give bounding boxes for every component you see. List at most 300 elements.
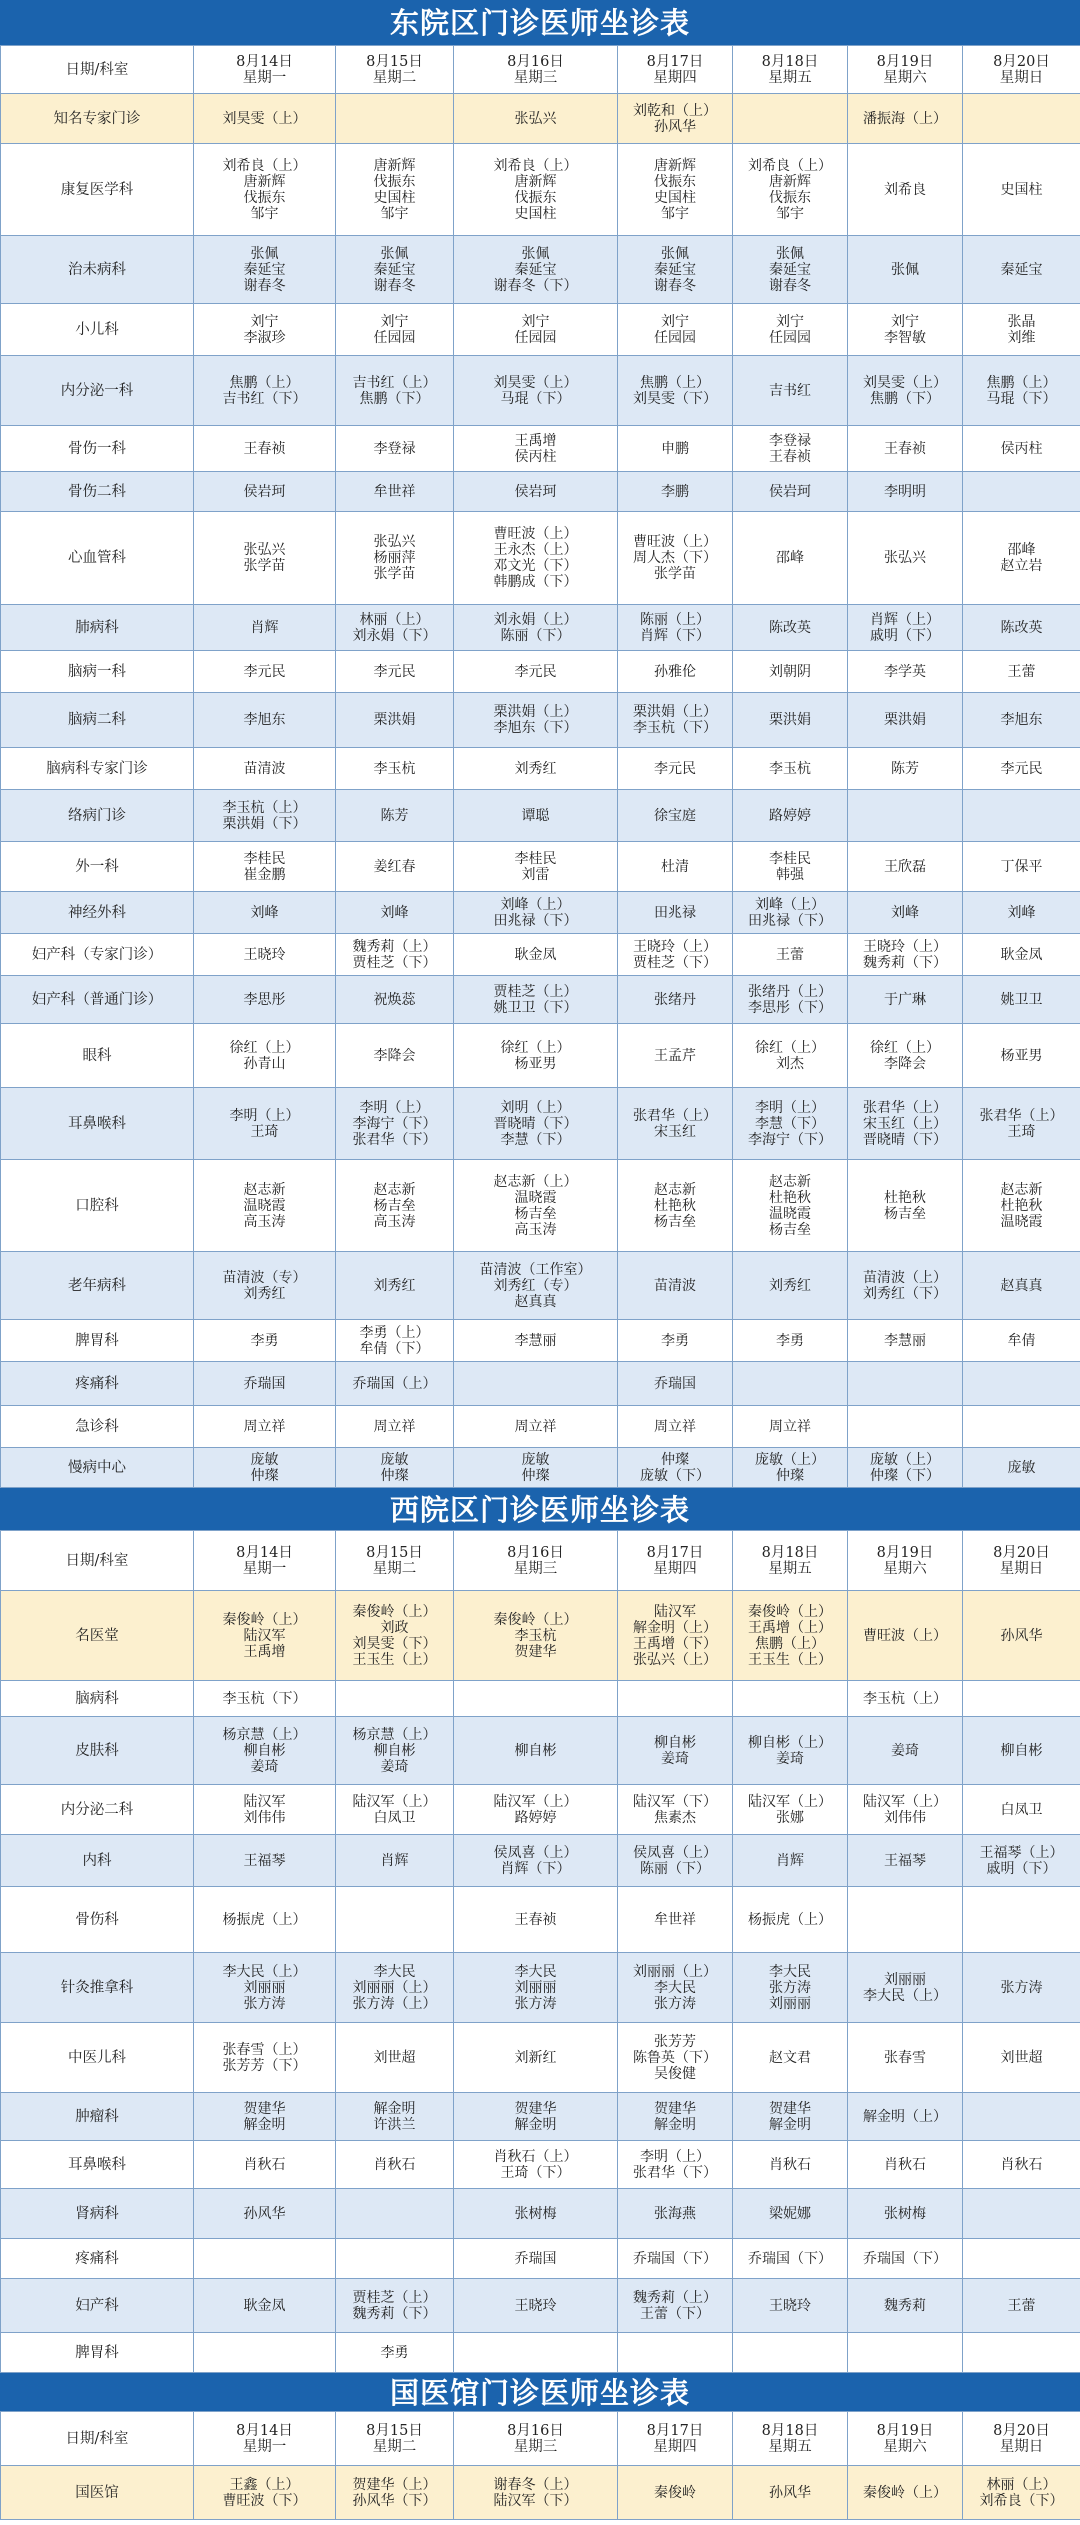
table-row	[1, 2333, 1080, 2373]
schedule-cell	[733, 693, 848, 748]
schedule-cell	[618, 2189, 733, 2239]
schedule-cell	[336, 356, 454, 426]
schedule-cell	[454, 605, 618, 651]
doctor-name: 焦鹏（上）	[640, 374, 710, 391]
schedule-cell	[454, 2466, 618, 2520]
schedule-cell	[963, 1160, 1080, 1252]
schedule-cell	[733, 2466, 848, 2520]
doctor-name: 贺建华	[514, 2100, 557, 2117]
doctor-name: 宋玉红（上）	[863, 1115, 947, 1132]
doctor-name: 王晓玲	[243, 946, 286, 963]
doctor-name: 李海宁（下）	[352, 1115, 437, 1132]
schedule-cell	[194, 651, 336, 693]
doctor-name: 苗清波（工作室）	[479, 1261, 592, 1278]
doctor-name: 牟倩（下）	[359, 1340, 430, 1357]
day-header	[618, 46, 733, 94]
doctor-name: 陆汉军（上）	[863, 1793, 947, 1810]
doctor-name: 李元民	[373, 663, 416, 680]
schedule-cell	[336, 1406, 454, 1448]
doctor-name: 王禹增	[243, 1643, 286, 1660]
doctor-name: 姚卫卫	[1000, 991, 1043, 1008]
doctor-name: 贾桂芝（上）	[493, 983, 578, 1000]
doctor-name: 周立祥	[373, 1418, 416, 1435]
doctor-name: 肖辉（下）	[500, 1860, 571, 1877]
department-name: 疼痛科	[1, 1362, 194, 1406]
schedule-cell	[454, 2141, 618, 2189]
schedule-cell	[963, 1252, 1080, 1320]
doctor-name: 张芳芳（下）	[222, 2057, 307, 2074]
doctor-name: 谢春冬	[769, 277, 811, 294]
schedule-cell	[336, 605, 454, 651]
department-name: 治未病科	[1, 236, 194, 304]
doctor-name: 庞敏（上）	[755, 1451, 825, 1468]
schedule-cell	[454, 2279, 618, 2333]
schedule-cell	[194, 1088, 336, 1160]
header-label: 日期/科室	[1, 2412, 194, 2466]
doctor-name: 刘杰	[776, 1055, 804, 1072]
table-row	[1, 356, 1080, 426]
doctor-name: 赵志新	[243, 1181, 286, 1198]
schedule-cell	[194, 94, 336, 144]
doctor-name: 刘昊雯（下）	[633, 390, 717, 407]
doctor-name: 陈芳	[380, 807, 409, 824]
doctor-name: 牟世祥	[373, 483, 416, 500]
doctor-name: 徐红（上）	[500, 1039, 571, 1056]
schedule-cell	[454, 1160, 618, 1252]
doctor-name: 温晓霞	[769, 1205, 811, 1222]
doctor-name: 李旭东	[243, 712, 286, 728]
doctor-name: 侯凤喜（上）	[633, 1844, 717, 1861]
doctor-name: 李元民	[514, 663, 557, 680]
schedule-cell	[336, 934, 454, 976]
schedule-cell	[194, 1406, 336, 1448]
doctor-name: 陈丽（上）	[640, 611, 710, 628]
day-date: 8月17日	[646, 1544, 704, 1561]
doctor-name: 徐宝庭	[654, 807, 696, 824]
doctor-name: 仲璨	[380, 1467, 409, 1484]
doctor-name: 秦延宝	[654, 261, 696, 278]
day-date: 8月14日	[236, 1544, 293, 1561]
day-weekday: 星期二	[372, 1560, 417, 1577]
schedule-cell	[963, 1887, 1080, 1953]
schedule-cell	[194, 426, 336, 472]
schedule-cell	[618, 976, 733, 1024]
doctor-name: 刘昊雯（上）	[222, 110, 307, 127]
day-header	[336, 2412, 454, 2466]
doctor-name: 刘秀红（下）	[863, 1285, 947, 1302]
schedule-cell	[963, 1320, 1080, 1362]
doctor-name: 周人杰（下）	[633, 550, 717, 566]
doctor-name: 刘希良（上）	[222, 157, 307, 174]
department-name: 脑病科专家门诊	[1, 748, 194, 790]
schedule-cell	[848, 94, 963, 144]
doctor-name: 秦延宝	[514, 261, 557, 278]
doctor-name: 柳自彬	[243, 1742, 286, 1759]
doctor-name: 柳自彬	[654, 1734, 696, 1751]
schedule-cell	[454, 236, 618, 304]
doctor-name: 丁保平	[1000, 858, 1043, 875]
doctor-name: 贾桂芝（上）	[352, 2289, 437, 2306]
schedule-table-gyg	[0, 2411, 1080, 2520]
doctor-name: 刘峰（上）	[500, 896, 571, 913]
doctor-name: 李玉杭	[373, 760, 416, 777]
schedule-cell	[194, 1681, 336, 1717]
doctor-name: 乔瑞国（下）	[633, 2250, 717, 2267]
doctor-name: 徐红（上）	[755, 1039, 825, 1056]
department-name: 肿瘤科	[1, 2093, 194, 2141]
doctor-name: 魏秀莉（上）	[633, 2289, 717, 2306]
schedule-cell	[336, 1835, 454, 1887]
doctor-name: 乔瑞国（下）	[748, 2250, 832, 2267]
table-row	[1, 1448, 1080, 1488]
table-row	[1, 2189, 1080, 2239]
doctor-name: 伐振东	[243, 189, 286, 206]
doctor-name: 赵志新（上）	[493, 1173, 578, 1190]
schedule-cell	[848, 512, 963, 605]
schedule-cell	[194, 1252, 336, 1320]
doctor-name: 刘宁	[661, 313, 689, 330]
schedule-cell	[336, 144, 454, 236]
doctor-name: 李玉杭	[514, 1627, 557, 1644]
doctor-name: 李玉杭（下）	[222, 1690, 307, 1707]
schedule-cell	[194, 2141, 336, 2189]
schedule-cell	[848, 1717, 963, 1785]
day-weekday: 星期二	[372, 69, 417, 86]
schedule-cell	[848, 144, 963, 236]
table-row	[1, 2466, 1080, 2520]
doctor-name: 肖辉	[380, 1852, 409, 1869]
doctor-name: 吉书红（上）	[352, 374, 437, 391]
day-header	[848, 46, 963, 94]
schedule-cell	[848, 472, 963, 512]
tbody-gyg	[1, 2412, 1080, 2520]
doctor-name: 温晓霞	[514, 1189, 557, 1206]
doctor-name: 杨亚男	[514, 1055, 557, 1072]
doctor-name: 肖秋石	[373, 2156, 416, 2173]
department-name: 针灸推拿科	[1, 1953, 194, 2023]
doctor-name: 柳自彬	[514, 1742, 557, 1759]
doctor-name: 唐新辉	[373, 157, 416, 174]
department-name: 肺病科	[1, 605, 194, 651]
doctor-name: 戚明（下）	[986, 1860, 1057, 1877]
schedule-cell	[454, 1024, 618, 1088]
doctor-name: 李思彤	[243, 991, 286, 1008]
doctor-name: 李思彤（下）	[748, 999, 832, 1016]
doctor-name: 魏秀莉（上）	[352, 938, 437, 955]
table-row	[1, 1835, 1080, 1887]
doctor-name: 赵真真	[514, 1293, 557, 1310]
schedule-cell	[194, 356, 336, 426]
schedule-cell	[963, 426, 1080, 472]
schedule-cell	[336, 512, 454, 605]
doctor-name: 李慧（下）	[755, 1115, 825, 1132]
schedule-cell	[454, 842, 618, 892]
department-name: 内科	[1, 1835, 194, 1887]
doctor-name: 仲璨	[250, 1467, 279, 1484]
doctor-name: 刘丽丽	[769, 1995, 811, 2012]
doctor-name: 韩鹏成（下）	[493, 574, 578, 590]
day-header	[963, 1531, 1080, 1591]
schedule-cell	[618, 2023, 733, 2093]
schedule-cell	[454, 356, 618, 426]
doctor-name: 史国柱	[654, 189, 696, 206]
doctor-name: 张方涛	[1000, 1979, 1043, 1996]
schedule-cell	[336, 1681, 454, 1717]
schedule-cell	[618, 94, 733, 144]
schedule-cell	[848, 2189, 963, 2239]
doctor-name: 解金明	[769, 2116, 811, 2133]
doctor-name: 杨吉垒	[654, 1213, 696, 1230]
doctor-name: 孙风华	[1000, 1627, 1043, 1644]
schedule-cell	[733, 2333, 848, 2373]
schedule-cell	[848, 2333, 963, 2373]
schedule-cell	[618, 1160, 733, 1252]
doctor-name: 吉书红	[769, 382, 811, 399]
schedule-cell	[733, 1681, 848, 1717]
department-name: 脑病二科	[1, 693, 194, 748]
schedule-cell	[618, 472, 733, 512]
doctor-name: 苗清波（上）	[863, 1269, 947, 1286]
doctor-name: 刘峰	[380, 904, 409, 921]
doctor-name: 张方涛（上）	[352, 1995, 437, 2012]
schedule-cell	[733, 605, 848, 651]
doctor-name: 赵志新	[373, 1181, 416, 1198]
doctor-name: 张佩	[380, 245, 409, 262]
doctor-name: 李勇	[380, 2344, 409, 2361]
doctor-name: 仲璨	[776, 1467, 804, 1484]
table-row	[1, 472, 1080, 512]
schedule-cell	[194, 1591, 336, 1681]
doctor-name: 李大民（上）	[863, 1987, 947, 2004]
doctor-name: 任园园	[769, 329, 811, 346]
doctor-name: 张春雪（上）	[222, 2041, 307, 2058]
doctor-name: 杜艳秋	[1000, 1197, 1043, 1214]
doctor-name: 贺建华	[514, 1643, 557, 1660]
doctor-name: 苗清波（专）	[222, 1269, 307, 1286]
doctor-name: 陆汉军（上）	[352, 1793, 437, 1810]
schedule-cell	[733, 1406, 848, 1448]
doctor-name: 杜艳秋	[884, 1189, 926, 1206]
schedule-cell	[618, 1406, 733, 1448]
doctor-name: 刘明（上）	[500, 1099, 571, 1116]
schedule-cell	[336, 304, 454, 356]
schedule-cell	[733, 1717, 848, 1785]
schedule-cell	[194, 304, 336, 356]
schedule-cell	[618, 605, 733, 651]
table-row	[1, 2141, 1080, 2189]
schedule-cell	[194, 1362, 336, 1406]
schedule-cell	[733, 1887, 848, 1953]
doctor-name: 张学苗	[373, 566, 416, 582]
doctor-name: 杨京慧（上）	[352, 1726, 437, 1743]
doctor-name: 刘昊雯（下）	[352, 1635, 437, 1652]
day-date: 8月16日	[507, 2422, 564, 2439]
department-name: 妇产科	[1, 2279, 194, 2333]
doctor-name: 谢春冬（上）	[493, 2476, 578, 2493]
doctor-name: 贺建华	[243, 2100, 286, 2117]
doctor-name: 庞敏	[521, 1451, 550, 1468]
section-title-gyg: 国医馆门诊医师坐诊表	[0, 2373, 1080, 2411]
doctor-name: 王永杰（上）	[493, 542, 578, 558]
schedule-cell	[336, 1591, 454, 1681]
schedule-cell	[848, 1406, 963, 1448]
department-name: 眼科	[1, 1024, 194, 1088]
day-header	[618, 1531, 733, 1591]
doctor-name: 唐新辉	[243, 173, 286, 190]
doctor-name: 宋玉红	[654, 1123, 696, 1140]
schedule-cell	[336, 1953, 454, 2023]
doctor-name: 王福琴（上）	[979, 1844, 1064, 1861]
doctor-name: 庞敏	[1007, 1459, 1036, 1476]
schedule-cell	[336, 1362, 454, 1406]
table-row	[1, 1785, 1080, 1835]
doctor-name: 孙风华	[654, 118, 696, 135]
schedule-cell	[194, 2333, 336, 2373]
doctor-name: 王鑫（上）	[229, 2476, 300, 2493]
schedule-cell	[733, 1835, 848, 1887]
schedule-cell	[336, 1785, 454, 1835]
schedule-cell	[454, 94, 618, 144]
schedule-cell	[194, 790, 336, 842]
schedule-cell	[733, 1320, 848, 1362]
doctor-name: 杨亚男	[1000, 1047, 1043, 1064]
schedule-cell	[848, 304, 963, 356]
doctor-name: 庞敏（下）	[640, 1467, 710, 1484]
day-header	[194, 2412, 336, 2466]
schedule-cell	[848, 1160, 963, 1252]
doctor-name: 张佩	[891, 261, 919, 278]
doctor-name: 唐新辉	[769, 173, 811, 190]
doctor-name: 杨吉垒	[514, 1205, 557, 1222]
header-row	[1, 2412, 1080, 2466]
doctor-name: 杨吉垒	[769, 1221, 811, 1238]
day-date: 8月20日	[993, 53, 1050, 70]
department-name: 康复医学科	[1, 144, 194, 236]
doctor-name: 李元民	[243, 663, 286, 680]
schedule-cell	[733, 236, 848, 304]
doctor-name: 田兆禄（下）	[748, 912, 832, 929]
doctor-name: 高玉涛	[514, 1221, 557, 1238]
table-row	[1, 1591, 1080, 1681]
doctor-name: 王欣磊	[884, 858, 926, 875]
day-header	[733, 2412, 848, 2466]
schedule-cell	[454, 2239, 618, 2279]
schedule-cell	[336, 1717, 454, 1785]
schedule-cell	[336, 651, 454, 693]
doctor-name: 曹旺波（下）	[222, 2492, 307, 2509]
schedule-cell	[733, 748, 848, 790]
schedule-cell	[733, 934, 848, 976]
schedule-cell	[194, 842, 336, 892]
doctor-name: 邵峰	[776, 550, 804, 566]
schedule-cell	[618, 1835, 733, 1887]
table-row	[1, 748, 1080, 790]
day-weekday: 星期六	[883, 69, 927, 86]
schedule-table-east	[0, 45, 1080, 1488]
doctor-name: 乔瑞国	[654, 1375, 696, 1392]
schedule-cell	[454, 1785, 618, 1835]
doctor-name: 刘丽丽（上）	[352, 1979, 437, 1996]
schedule-cell	[848, 236, 963, 304]
schedule-cell	[733, 2141, 848, 2189]
schedule-cell	[963, 512, 1080, 605]
schedule-cell	[733, 304, 848, 356]
schedule-cell	[963, 934, 1080, 976]
doctor-name: 肖秋石	[769, 2156, 811, 2173]
schedule-cell	[454, 1887, 618, 1953]
doctor-name: 乔瑞国	[243, 1375, 286, 1392]
schedule-cell	[336, 2279, 454, 2333]
schedule-cell	[194, 2466, 336, 2520]
doctor-name: 李登禄	[373, 440, 416, 457]
day-weekday: 星期六	[883, 2438, 927, 2455]
doctor-name: 刘宁	[250, 313, 279, 330]
schedule-cell	[336, 2189, 454, 2239]
schedule-table-west	[0, 1530, 1080, 2373]
schedule-cell	[618, 1320, 733, 1362]
doctor-name: 邹宇	[380, 205, 409, 222]
schedule-cell	[963, 693, 1080, 748]
department-name: 骨伤科	[1, 1887, 194, 1953]
schedule-cell	[618, 426, 733, 472]
schedule-cell	[733, 976, 848, 1024]
doctor-name: 刘希良（上）	[493, 157, 578, 174]
doctor-name: 姜琦	[250, 1758, 279, 1775]
schedule-cell	[848, 2093, 963, 2141]
schedule-cell	[454, 1717, 618, 1785]
department-name: 疼痛科	[1, 2239, 194, 2279]
doctor-name: 刘丽丽	[514, 1979, 557, 1996]
schedule-cell	[733, 2239, 848, 2279]
doctor-name: 杜艳秋	[654, 1197, 696, 1214]
department-name: 骨伤二科	[1, 472, 194, 512]
day-header	[194, 46, 336, 94]
department-name: 脑病一科	[1, 651, 194, 693]
schedule-cell	[848, 1681, 963, 1717]
schedule-cell	[848, 976, 963, 1024]
schedule-cell	[963, 1717, 1080, 1785]
doctor-name: 张佩	[776, 245, 804, 262]
schedule-cell	[336, 94, 454, 144]
doctor-name: 解金明	[514, 2116, 557, 2133]
doctor-name: 陆汉军	[654, 1603, 696, 1620]
schedule-cell	[454, 144, 618, 236]
department-name: 知名专家门诊	[1, 94, 194, 144]
day-header	[733, 1531, 848, 1591]
doctor-name: 侯凤喜（上）	[493, 1844, 578, 1861]
schedule-cell	[618, 512, 733, 605]
doctor-name: 伐振东	[654, 173, 696, 190]
doctor-name: 陆汉军（下）	[633, 1793, 717, 1810]
doctor-name: 王蕾	[776, 946, 804, 963]
doctor-name: 李明明	[884, 483, 926, 500]
schedule-cell	[618, 2333, 733, 2373]
doctor-name: 焦鹏（上）	[229, 374, 300, 391]
doctor-name: 张弘兴	[884, 550, 926, 566]
schedule-cell	[454, 1362, 618, 1406]
doctor-name: 姜琦	[891, 1742, 919, 1759]
doctor-name: 任园园	[514, 329, 557, 346]
schedule-cell	[733, 512, 848, 605]
schedule-cell	[963, 748, 1080, 790]
schedule-cell	[733, 1362, 848, 1406]
doctor-name: 秦延宝	[373, 261, 416, 278]
doctor-name: 杜艳秋	[769, 1189, 811, 1206]
doctor-name: 王蕾（下）	[640, 2305, 710, 2322]
doctor-name: 栗洪娟（下）	[222, 815, 307, 832]
schedule-cell	[194, 748, 336, 790]
doctor-name: 贺建华（上）	[352, 2476, 437, 2493]
